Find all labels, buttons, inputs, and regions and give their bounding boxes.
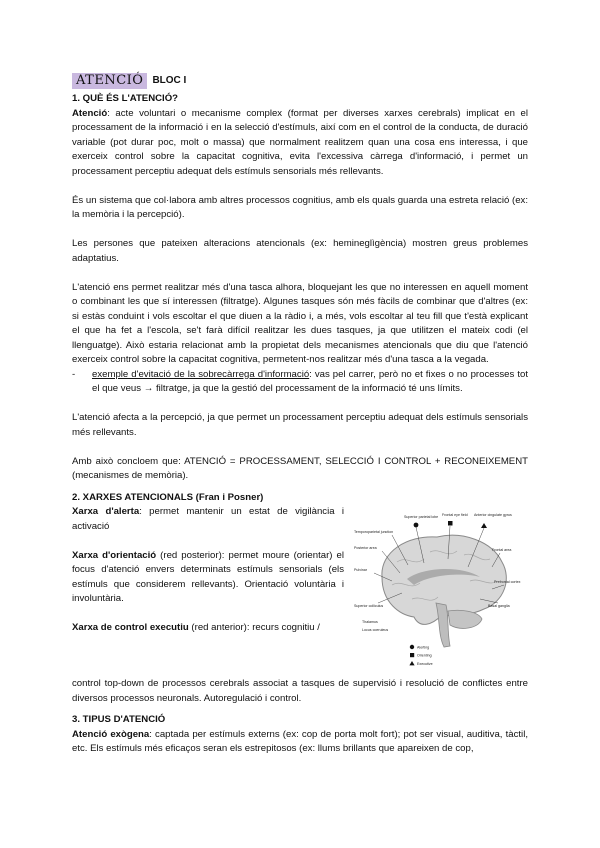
brain-diagram — [352, 507, 528, 677]
exogenous-text: : captada per estímuls externs (ex: cop de porta molt fort); pot ser visual, auditiva, tàctil, etc. Els estímuls més eficaços seran els estrepitosos (ex: llums brillants que apareixen de cop, — [72, 728, 528, 754]
executive-text: control top-down de processos cerebrals associat a tasques de supervisió i resolució de conflictes entre diversos processos neuronals. Autoregulació i control. — [72, 678, 528, 704]
networks-text — [72, 505, 344, 677]
alerting-network — [72, 505, 344, 534]
paragraph-cognitive-relation: És un sistema que col·labora amb altres processos cognitius, amb els quals guarda una estreta relació (ex: la memòria i la percepció). — [72, 194, 528, 220]
list-item — [72, 368, 529, 397]
paragraph-conclusion: Amb això concloem que: ATENCIÓ = PROCESSAMENT, SELECCIÓ I CONTROL + RECONEIXEMENT (mecanismes de memòria). — [72, 455, 528, 481]
exogenous-attention — [72, 728, 528, 757]
legend-executive-marker — [409, 661, 414, 665]
figure-label: Temporoparietal junction — [354, 530, 394, 534]
topic-tag: ATENCIÓ — [72, 73, 147, 89]
section-2-heading: 2. XARXES ATENCIONALS (Fran i Posner) — [72, 491, 264, 503]
section-1-heading: 1. QUÈ ÉS L'ATENCIÓ? — [72, 93, 179, 104]
example-link: exemple d'evitació de la sobrecàrrega d'informació — [92, 368, 310, 380]
legend-alerting-marker — [410, 645, 414, 649]
figure-label: Prefrontal cortex — [494, 580, 521, 584]
figure-label: Superior parietal lobe — [404, 515, 439, 519]
legend-orienting-marker — [410, 653, 414, 657]
figure-label: Basal ganglia — [488, 604, 510, 608]
executive-text-start: (red anterior): recurs cognitiu / — [188, 622, 320, 633]
networks-section — [72, 505, 528, 677]
paragraph-multitasking: L'atenció ens permet realitzar més d'una tasca alhora, bloquejant les que no interessen en aquell moment o combinant les que sí interessen (filtratge). Algunes tasques són més fàcils de combinar que d'altres (ex: si estàs conduint i vols escoltar el que diuen a la ràdio i, a més, vols escoltar al teu fill que t'està explicant el que ha fet a l'escola, se't farà difícil realitzar les dues tasques, ja que utilitzen el mateix codi (el llenguatge). Això estaria relacionat amb la propietat dels mecanismes atencionals que diu que l'atenció exerceix control sobre la capacitat cognitiva, permetent-nos realitzar més d'una tasca a la vegada. — [72, 281, 528, 365]
legend-label: Alerting — [417, 645, 430, 650]
definition-text: : acte voluntari o mecanisme complex (format per diverses xarxes cerebrals) implicat en el processament de la informació i en la selecció d'estímuls, així com en el control de la conducta, de duració variable (pot durar poc, molt o massa) que normalment realitzem quan una cosa ens interessa, i que exerceix control sobre la capacitat cognitiva, evita l'excessiva càrrega d'informació, i permet un processament perceptiu adequat dels estímuls sensorials més rellevants. — [72, 107, 528, 177]
orienting-text: (red posterior): permet moure (orientar) el focus d'atenció envers determinats estímuls sensorials (els estímuls que considerem rellevants). Orientació voluntària i involuntària. — [72, 549, 344, 604]
executive-network-line — [72, 621, 344, 636]
example-list — [72, 368, 528, 397]
executive-marker — [481, 523, 487, 528]
definition-term: Atenció — [72, 107, 108, 119]
figure-label: Superior colliculus — [354, 604, 384, 608]
figure-label: Posterior area — [354, 546, 377, 550]
figure-label: Frontal eye field — [442, 513, 468, 517]
orienting-term: Xarxa d'orientació — [72, 549, 157, 561]
cerebellum — [448, 610, 482, 628]
orienting-marker — [448, 521, 453, 526]
alerting-marker — [414, 523, 419, 528]
figure-label: Thalamus — [362, 620, 378, 624]
figure-label: Pulvinar — [354, 568, 367, 572]
list-bullet: - — [72, 368, 76, 380]
bloc-label: BLOC I — [152, 74, 187, 86]
alerting-term: Xarxa d'alerta — [72, 506, 140, 517]
orienting-network — [72, 549, 344, 607]
legend-label: Orienting — [417, 653, 432, 658]
figure-label: Anterior cingulate gyrus — [474, 513, 512, 517]
document-body — [72, 70, 528, 757]
paragraph-alterations: Les persones que pateixen alteracions atencionals (ex: hemineglìgència) mostren greus problemes adaptatius. — [72, 238, 528, 264]
exogenous-term: Atenció exògena — [72, 728, 150, 740]
brain-networks-figure — [352, 507, 528, 677]
example-text: : vas pel carrer, però no et fixes o no processes tot el que veus → filtratge, ja que la gestió del processament de la informació té uns límits. — [92, 368, 529, 394]
paragraph-perception: L'atenció afecta a la percepció, ja que permet un processament perceptiu adequat dels estímuls sensorials més rellevants. — [72, 412, 528, 438]
alerting-text: : permet mantenir un estat de vigilància i activació — [72, 506, 344, 532]
page-header — [72, 70, 528, 92]
figure-label: Frontal area — [492, 548, 512, 552]
legend-label: Executive — [417, 662, 433, 666]
figure-label: Locus coeruleus — [362, 628, 389, 632]
section-3-heading: 3. TIPUS D'ATENCIÓ — [72, 714, 166, 725]
executive-term: Xarxa de control executiu — [72, 622, 189, 633]
definition-paragraph — [72, 107, 528, 180]
